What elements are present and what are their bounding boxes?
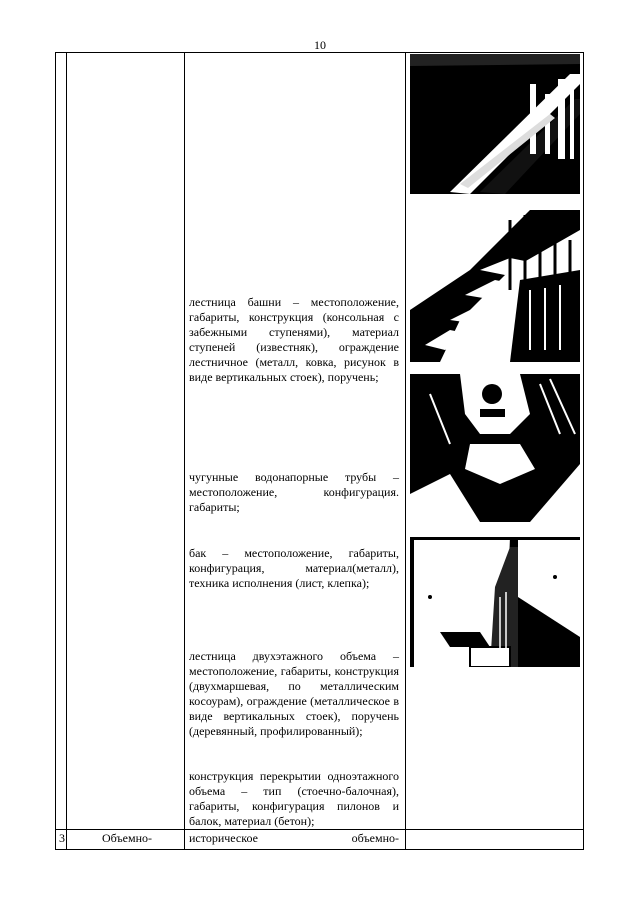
- tower-photo-3: [410, 374, 580, 522]
- table-column-divider: [405, 52, 406, 850]
- page-number: 10: [314, 38, 326, 52]
- table-column-divider: [66, 52, 67, 850]
- table-row-divider: [55, 829, 584, 830]
- row-title: Объемно-: [102, 831, 153, 845]
- water-pipes-description: чугунные водонапорные трубы – местоположение, конфигурация. габариты;: [189, 470, 399, 514]
- row-description-right: объемно-: [351, 831, 399, 845]
- table-column-divider: [184, 52, 185, 850]
- floor-structure-description: конструкция перекрытии одноэтажного объема – тип (стоечно-балочная), габариты, конфигурация пилонов и балок, материал (бетон);: [189, 769, 399, 828]
- stair-photo-4: [410, 537, 580, 667]
- two-storey-stair-description: лестница двухэтажного объема – местоположение, габариты, конструкция (двухмаршевая, по металлическим косоурам), ограждение (металлическое в виде вертикальных стоек), поручень (деревянный, профилированный);: [189, 649, 399, 738]
- stair-photo-2: [410, 210, 580, 362]
- row-number: 3: [59, 831, 65, 845]
- row-description-left: историческое: [189, 831, 258, 845]
- row-description: [189, 831, 399, 846]
- stair-tower-description: лестница башни – местоположение, габариты, конструкция (консольная с забежными ступенями), материал ступеней (известняк), ограждение лестничное (металл, ковка, рисунок в виде вертикальных стоек), поручень;: [189, 295, 399, 384]
- tank-description: бак – местоположение, габариты, конфигурация, материал(металл), техника исполнения (лист, клепка);: [189, 546, 399, 590]
- stair-photo-1: [410, 54, 580, 194]
